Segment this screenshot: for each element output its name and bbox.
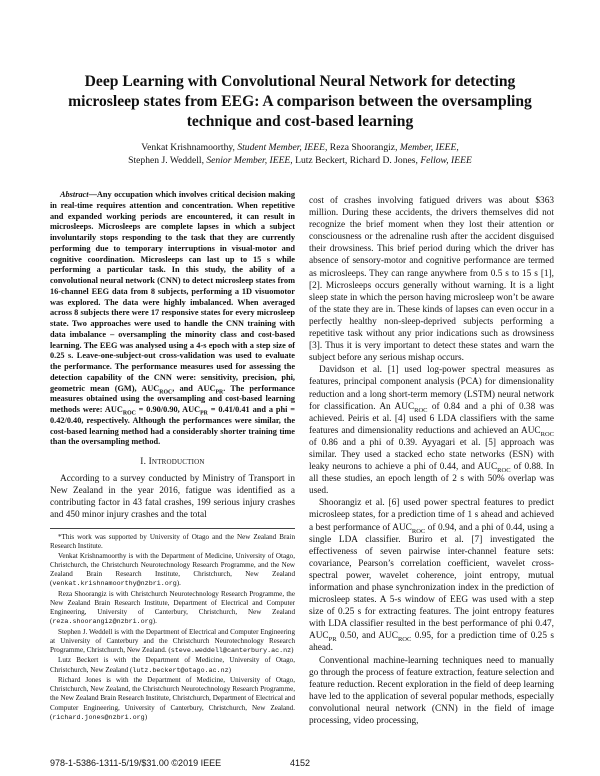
author-text: Venkat Krishnamoorthy, [141,142,238,153]
subscript: PR [200,410,208,417]
subscript: PR [328,636,337,644]
footnote-author-1 [50,552,295,590]
subscript: ROC [159,389,173,396]
body-text: Shoorangiz et al. [6] used power spectral features to predict microsleep states, for a prediction time of 1 s ahead and achieved a best performance of AUC [309,498,554,533]
body-text: 0.95, for a prediction time of 0.25 s ahead. [309,631,554,654]
subscript: PR [215,389,224,396]
body-paragraph [309,364,554,497]
footnotes [50,528,295,723]
abstract-text: . The performance measures obtained using the oversampling and cost-based learning methods were: AUC [50,383,295,414]
left-column [50,190,295,521]
author-text: , Lutz Beckert, Richard D. Jones, [290,155,421,166]
footnote-text: ). [152,617,157,626]
subscript: ROC [414,406,428,414]
abstract-dash: — [88,190,97,199]
footnote-text: Reza Shoorangiz is with Christchurch Neurotechnology Research Programme, the New Zealand Brain Research Institute, Department of Electrical and Computer Engineering, University of Canterbury, Christchurch, New Zealand ( [50,589,295,626]
author-email: richard.jones@nzbri.org [52,713,145,722]
author-role: Member, IEEE [399,142,457,153]
author-email: steve.weddell@canterbury.ac.nz [170,647,292,655]
footnote-text: ) [144,712,148,721]
footnote-author-3 [50,628,295,657]
subscript: ROC [411,527,426,535]
abstract-text: = 0.90/0.90, AUC [135,405,201,414]
author-email: lutz.beckert@otago.ac.nz [132,666,229,675]
footnote-author-5 [50,676,295,723]
footnote-text: Venkat Krishnamoorthy is with the Department of Medicine, University of Otago, Christchurch, the Christchurch Neurotechnology Research Programme, and the New Zealand Brain Research Institute, Christchurch, New Zealand ( [50,551,295,588]
author-role: Student Member, IEEE [237,142,325,153]
author-line-1 [60,141,540,154]
footnote-author-2 [50,590,295,628]
section-heading-introduction: I. Introduction [140,457,205,467]
body-paragraph [309,497,554,654]
footnote-funding: *This work was supported by University of Otago and the New Zealand Brain Research Institute. [50,533,295,551]
body-paragraph: Conventional machine-learning techniques need to manually go through the process of feature extraction, feature selection and feature reduction. Recent exploration in the field of deep learning have led to the application of several popular methods, especially convolutional neural network (CNN) in the field of image processing, video processing, [309,655,554,727]
author-email: venkat.krishnamoorthy@nzbri.org [52,580,177,589]
footnote-text: Stephen J. Weddell is with the Department of Electrical and Computer Engineering at University of Canterbury and the Christchurch Neurotechnology Research Programme, Christchurch, New Zealand. ( [50,627,295,654]
abstract-label: Abstract [60,190,89,199]
abstract-text: = 0.41/0.41 and a phi = 0.42/0.40, respectively. Although the performances were similar, the cost-based learning method had a considerably shorter training time than the oversampling method. [50,405,295,447]
author-line-2 [60,154,540,167]
abstract [50,190,295,448]
author-email: reza.shoorangiz@nzbri.org [52,618,153,627]
subscript: ROC [540,430,554,438]
footnote-text: ) [228,665,232,674]
body-text: of 0.88. In all these studies, an epoch length of 2 s with 50% overlap was used. [309,462,554,497]
footnote-text: ). [176,579,181,588]
body-text: 0.50, and AUC [336,631,398,642]
body-text: of 0.94, and a phi of 0.44, using a single LDA classifier. Buriro et al. [7] investigated the effectiveness of seven pairwise inter-channel feature sets: covariance, Pearson’s correlation coefficient, wavelet cross-spectral power, wavelet coherence, joint entropy, mutual information and phase synchronization index in the prediction of microsleep states. A 5-s window of EEG was used with a step size of 0.25 s for extracting features. The joint entropy features with LDA classifier resulted in the best performance of phi 0.47, AUC [309,522,554,642]
right-column [309,195,554,727]
footnote-author-4 [50,656,295,676]
abstract-text: , and AUC [172,383,216,393]
body-paragraph: cost of crashes involving fatigued drivers was about $363 million. During these accidents, the drivers themselves did not recognize the brief moment when they lost their attention or consciousness or the adrenaline rush after the accident disguised their drowsiness. This brief period during which the driver has absence of sensory-motor and cognitive performance are termed as microsleeps. They can range anywhere from 0.5 s to 15 s [1],[2]. Microsleeps occurs generally without warning. It is a light sleep state in which the person having microsleep won’t be aware of the state they are in. These kinds of lapses can even occur in a perfectly healthy non-sleep-deprived subjects performing a repetitive task without any prior indications such as drowsiness [3]. Thus it is very important to detect these states and warn the subject before any serious mishap occurs. [309,196,554,364]
author-role: Senior Member, IEEE [206,155,291,166]
author-block [60,141,540,167]
subscript: ROC [122,410,136,417]
isbn-footer: 978-1-5386-1311-5/19/$31.00 ©2019 IEEE [50,758,222,768]
intro-paragraph: According to a survey conducted by Ministry of Transport in New Zealand in the year 2016, fatigue was identified as a contributing factor in 43 fatal crashes, 199 serious injury crashes and 450 minor injury crashes and the total [50,474,295,521]
author-text: Stephen J. Weddell, [128,155,207,166]
subscript: ROC [497,466,511,474]
author-text: , [456,142,459,153]
subscript: ROC [397,636,412,644]
footnote-text: ) [291,646,294,654]
footnote-text: Richard Jones is with the Department of Medicine, University of Otago, Christchurch, New Zealand, the Christchurch Neurotechnology Research Programme, the New Zealand Brain Research Institute, Christchurch, Department of Electrical and Computer Engineering, University of Canterbury, Christchurch, New Zealand. ( [50,675,295,721]
author-role: Fellow, IEEE [420,155,472,166]
body-text: of 0.86 and a phi of 0.39. Ayyagari et al. [5] approach was similar. They used a stacked echo state networks (ESN) with leaky neurons to achieve a phi of 0.44, and AUC [309,437,554,473]
page-number: 4152 [290,758,311,768]
abstract-text: Any occupation which involves critical decision making in real-time requires attention and concentration. When repetitive and expanded working periods are encountered, it can result in microsleeps. Microsleeps are complete lapses in which a subject involuntarily stops responding to the task that they are currently performing due to temporary interruptions in visual-motor and cognitive coordination. Microsleeps can last up to 15 s while performing a particular task. In this study, the ability of a convolutional neural network (CNN) to detect microsleep states from 16-channel EEG data from 8 subjects, performing a 1D visuomotor was explored. The data were highly imbalanced. When averaged across 8 subjects there were 17 responsive states for every microsleep state. Two approaches were used to handle the CNN training with data imbalance – oversampling the minority class and cost-based learning. The EEG was analysed using a 4-s epoch with a step size of 0.25 s. Leave-one-subject-out cross-validation was used to evaluate the performance. The performance measures used for assessing the detection capability of the CNN were: sensitivity, precision, phi, geometric mean (GM), AUC [50,190,295,393]
body-text: Davidson et al. [1] used log-power spectral measures as features, principal component analysis (PCA) for dimensionality reduction and a long short-term memory (LSTM) neural network for classification. An AUC [309,365,554,412]
footnote-text: Lutz Beckert is with the Department of Medicine, University of Otago, Christchurch, New Zealand ( [50,656,295,674]
body-text: of 0.84 and a phi of 0.38 was achieved. Peiris et al. [4] used 6 LDA classifiers with the same features and dimensionality reductions and achieved an AUC [309,401,554,436]
paper-title: Deep Learning with Convolutional Neural Network for detecting microsleep states from EEG: A comparison between the oversampling technique and cost-based learning [68,73,532,130]
author-text: , Reza Shoorangiz, [325,142,400,153]
